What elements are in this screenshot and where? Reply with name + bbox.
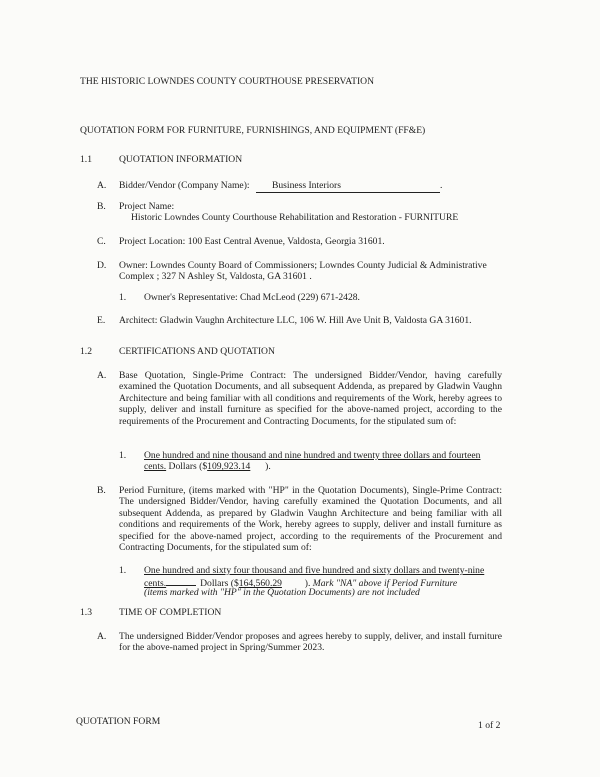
item-label: A. bbox=[97, 631, 107, 642]
document-subtitle: QUOTATION FORM FOR FURNITURE, FURNISHINGS, AND EQUIPMENT (FF&E) bbox=[80, 125, 426, 136]
owner-line-1: Owner: Lowndes County Board of Commissioners; Lowndes County Judicial & Administrative bbox=[119, 260, 487, 271]
completion-paragraph: The undersigned Bidder/Vendor proposes and agrees hereby to supply, deliver, and install furniture for the above-named project in Spring/Summer 2023. bbox=[119, 631, 502, 654]
item-label: B. bbox=[97, 201, 106, 212]
amount-in-words: One hundred and nine thousand and nine hundred and twenty three dollars and fourteen bbox=[144, 450, 481, 461]
project-name-value: Historic Lowndes County Courthouse Rehabilitation and Restoration - FURNITURE bbox=[131, 212, 459, 223]
section-number: 1.1 bbox=[80, 154, 92, 165]
project-location: Project Location: 100 East Central Avenue, Valdosta, Georgia 31601. bbox=[119, 236, 385, 247]
section-heading: CERTIFICATIONS AND QUOTATION bbox=[119, 346, 275, 357]
footer-left: QUOTATION FORM bbox=[76, 716, 161, 727]
section-number: 1.3 bbox=[80, 607, 92, 618]
amount-in-words: One hundred and sixty four thousand and five hundred and sixty dollars and twenty-nine bbox=[144, 565, 485, 576]
bidder-label: Bidder/Vendor (Company Name): bbox=[119, 180, 250, 191]
base-quotation-amount-line: cents. Dollars ($109,923.14 ). bbox=[144, 461, 271, 472]
period-quotation-words bbox=[144, 565, 484, 577]
item-label: A. bbox=[97, 370, 107, 381]
base-quotation-words bbox=[144, 450, 480, 462]
section-heading: QUOTATION INFORMATION bbox=[119, 154, 243, 165]
base-quotation-paragraph: Base Quotation, Single-Prime Contract: The undersigned Bidder/Vendor, having carefully examined the Quotation Documents, and all subsequent Addenda, as prepared by Gladwin Vaughn Architecture and being familiar with all conditions and requirements of the Work, hereby agrees to supply, deliver and install furniture as specified for the above-named project, according to the requirements of the Procurement and Contracting Documents, for the stipulated sum of: bbox=[119, 370, 502, 427]
owner-line-2: Complex ; 327 N Ashley St, Valdosta, GA 31601 . bbox=[119, 271, 312, 282]
bidder-line: Bidder/Vendor (Company Name): Business Interiors . bbox=[119, 180, 443, 191]
item-label: C. bbox=[97, 236, 106, 247]
project-name-label: Project Name: bbox=[119, 201, 175, 212]
base-quotation-amount: 109,923.14 bbox=[207, 461, 251, 472]
period-furniture-paragraph: Period Furniture, (items marked with "HP" in the Quotation Documents), Single-Prime Contract: The undersigned Bidder/Vendor, having carefully examined the Quotation Documents, and all subsequent Addenda, as prepared by Gladwin Vaughn Architecture and being familiar with all conditions and requirements of the Work, hereby agrees to supply, deliver and install furniture as specified for the above-named project, according to the requirements of the Procurement and Contracting Documents, for the stipulated sum of: bbox=[119, 485, 502, 554]
bidder-name-field: Business Interiors bbox=[256, 180, 440, 193]
item-label: A. bbox=[97, 180, 107, 191]
item-label: E. bbox=[97, 315, 106, 326]
item-label: 1. bbox=[119, 450, 127, 461]
section-number: 1.2 bbox=[80, 346, 92, 357]
na-note: Mark "NA" above if Period Furniture bbox=[312, 578, 458, 589]
item-label: 1. bbox=[119, 292, 127, 303]
section-heading: TIME OF COMPLETION bbox=[119, 607, 222, 618]
item-label: B. bbox=[97, 485, 106, 496]
owner-representative: Owner's Representative: Chad McLeod (229) 671-2428. bbox=[144, 292, 360, 303]
period-quotation-amount: 164,560.29 bbox=[238, 578, 282, 589]
item-label: 1. bbox=[119, 565, 127, 576]
page-number: 1 of 2 bbox=[478, 720, 501, 731]
item-label: D. bbox=[97, 260, 107, 271]
period-quotation-amount-line: cents. Dollars ($164,560.29 ). Mark "NA" above if Period Furniture bbox=[144, 578, 458, 589]
document-title: THE HISTORIC LOWNDES COUNTY COURTHOUSE PRESERVATION bbox=[80, 76, 375, 87]
na-note-continued: (items marked with "HP" in the Quotation Documents) are not included bbox=[144, 587, 420, 598]
architect: Architect: Gladwin Vaughn Architecture LLC, 106 W. Hill Ave Unit B, Valdosta GA 31601. bbox=[119, 315, 472, 326]
